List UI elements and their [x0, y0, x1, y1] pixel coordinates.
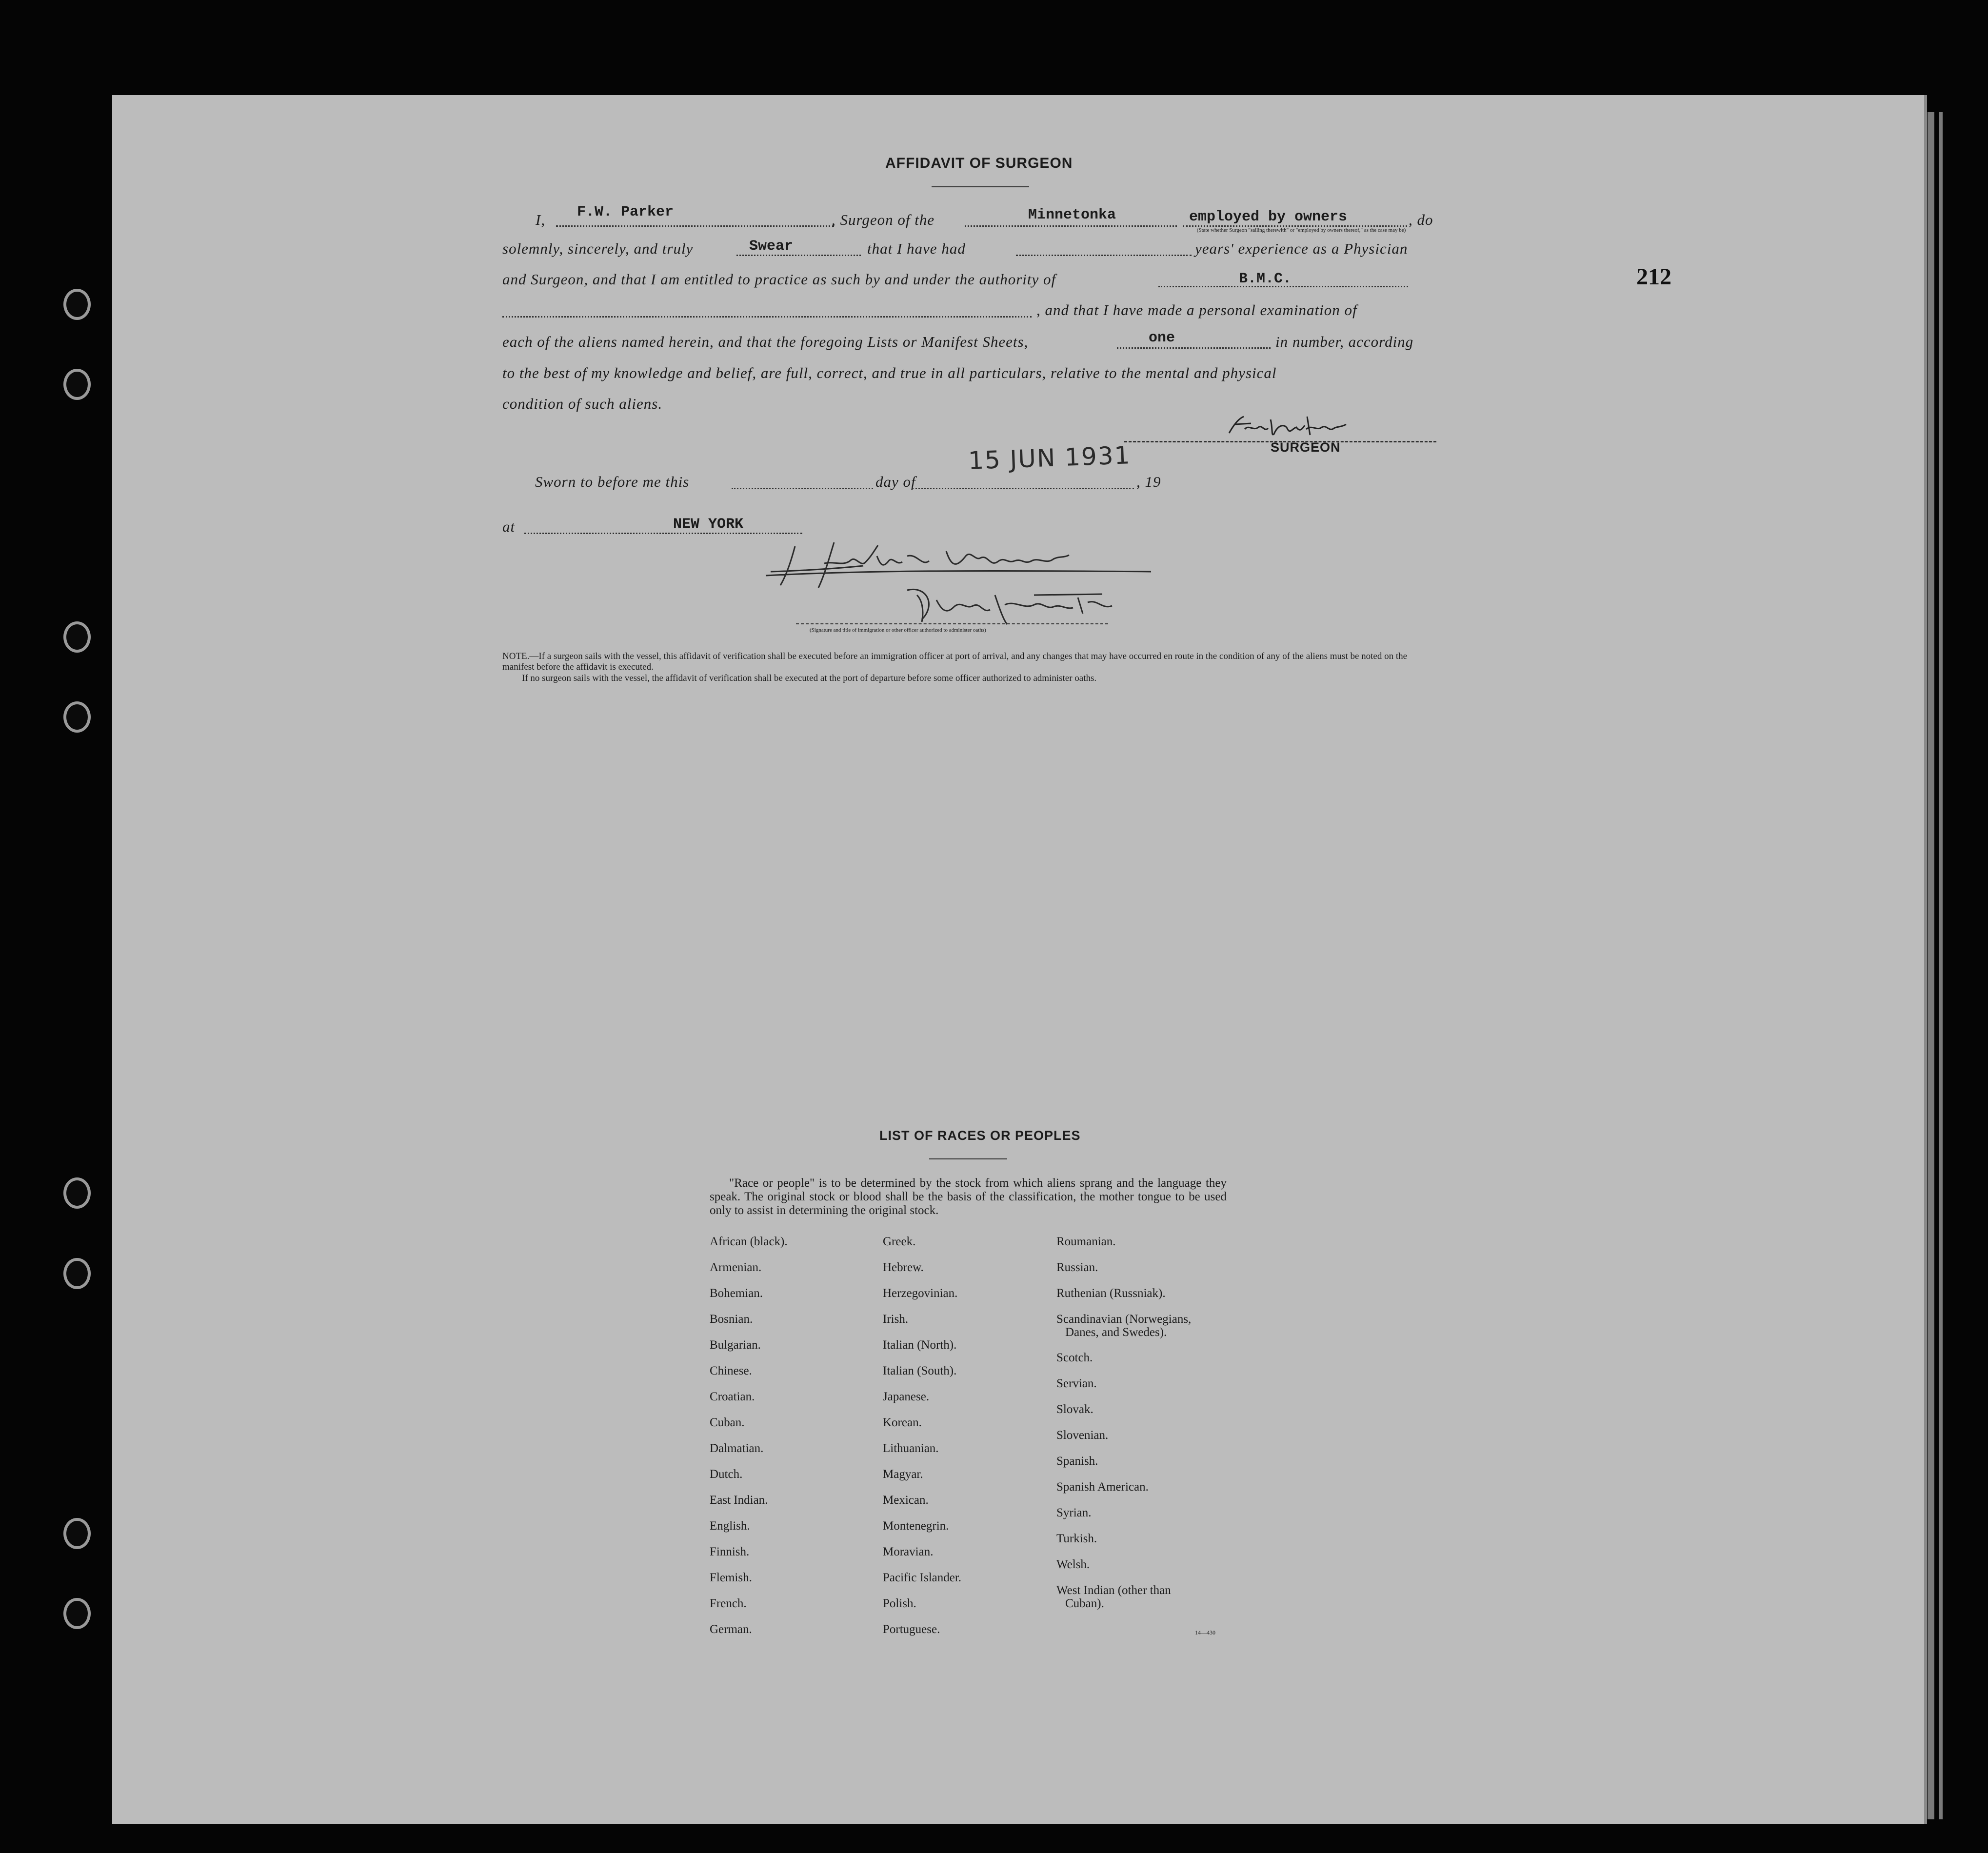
text-sworn: Sworn to before me this: [535, 473, 690, 490]
oath-line: [736, 255, 861, 256]
race-item: Armenian.: [710, 1261, 762, 1274]
page-number: 212: [1636, 264, 1671, 290]
race-item: West Indian (other than: [1056, 1584, 1171, 1597]
inspector-signature: [761, 537, 1175, 629]
authority-line-2: [502, 316, 1032, 318]
employment-value: employed by owners: [1189, 209, 1348, 225]
text-do: , do: [1409, 211, 1433, 228]
race-item: East Indian.: [710, 1494, 768, 1507]
race-item: Finnish.: [710, 1545, 750, 1558]
affidavit-title: AFFIDAVIT OF SURGEON: [885, 155, 1073, 171]
races-title-rule: [929, 1158, 1007, 1159]
race-item: Bohemian.: [710, 1287, 763, 1300]
surgeon-signature: [1224, 410, 1351, 444]
race-item: Bulgarian.: [710, 1338, 761, 1352]
race-item: Servian.: [1056, 1377, 1097, 1390]
date-stamp: 15 JUN 1931: [968, 441, 1132, 475]
race-item: Cuban.: [710, 1416, 745, 1429]
oath-value: Swear: [749, 238, 794, 255]
race-item: Irish.: [883, 1313, 909, 1326]
race-item: Ruthenian (Russniak).: [1056, 1287, 1166, 1300]
officer-signature-line: [796, 623, 1108, 624]
binder-hole: [66, 1180, 88, 1206]
text-and-that: , and that I have made a personal examination of: [1036, 301, 1357, 319]
race-item: French.: [710, 1597, 747, 1610]
text-to-the-best: to the best of my knowledge and belief, are full, correct, and true in all particulars, relative to the mental and physical: [502, 364, 1277, 381]
races-title: LIST OF RACES OR PEOPLES: [879, 1128, 1081, 1143]
authority-value: B.M.C.: [1239, 271, 1292, 287]
race-item: Montenegrin.: [883, 1519, 949, 1533]
race-item: Slovenian.: [1056, 1429, 1109, 1442]
officer-caption: (Signature and title of immigration or other officer authorized to administer oaths): [810, 627, 986, 633]
text-in-number: in number, according: [1275, 333, 1414, 350]
race-item: Lithuanian.: [883, 1442, 939, 1455]
surgeon-name-line: [556, 225, 834, 227]
race-item: Hebrew.: [883, 1261, 924, 1274]
race-item: Magyar.: [883, 1468, 923, 1481]
affidavit-note-1: NOTE.—If a surgeon sails with the vessel, this affidavit of verification shall be executed before an immigration officer at port of arrival, and any changes that may have occurred en route in the condition of any of the aliens must be noted on the manifest before the affidavit is executed.: [502, 651, 1408, 672]
race-item: Herzegovinian.: [883, 1287, 958, 1300]
page-edge: [1939, 112, 1943, 1819]
race-item: Mexican.: [883, 1494, 929, 1507]
text-day-of: day of: [875, 473, 916, 490]
race-item: Italian (South).: [883, 1364, 957, 1377]
race-item: Polish.: [883, 1597, 916, 1610]
document-page: [112, 95, 1927, 1824]
text-years-experience: years' experience as a Physician: [1195, 240, 1408, 257]
text-nineteen: , 19: [1136, 473, 1161, 490]
race-item: Italian (North).: [883, 1338, 957, 1352]
sworn-day-line: [732, 488, 873, 489]
race-item: Scotch.: [1056, 1351, 1093, 1364]
race-item: Moravian.: [883, 1545, 934, 1558]
employment-line: [1183, 225, 1407, 227]
title-rule: [932, 186, 1029, 187]
affidavit-note-2: If no surgeon sails with the vessel, the affidavit of verification shall be executed at the port of departure before some officer authorized to administer oaths.: [522, 673, 1097, 683]
vessel-line: [965, 225, 1177, 227]
sworn-date-line: [912, 488, 1134, 489]
race-item: Russian.: [1056, 1261, 1098, 1274]
binder-hole: [66, 1261, 88, 1286]
race-item: Dutch.: [710, 1468, 743, 1481]
text-at: at: [502, 518, 516, 535]
vessel-value: Minnetonka: [1028, 207, 1116, 223]
form-number: 14—430: [1195, 1629, 1215, 1636]
race-item: Spanish.: [1056, 1455, 1098, 1468]
employment-note: (State whether Surgeon "sailing therewith" or "employed by owners thereof," as the case may be): [1196, 227, 1406, 233]
binder-hole: [66, 1521, 88, 1546]
race-item: Croatian.: [710, 1390, 755, 1403]
surgeon-label: SURGEON: [1271, 440, 1341, 455]
place-line: [524, 533, 802, 534]
race-item: Pacific Islander.: [883, 1571, 962, 1584]
binder-hole: [66, 704, 88, 730]
race-item: Chinese.: [710, 1364, 752, 1377]
race-item: Slovak.: [1056, 1403, 1093, 1416]
race-item: Portuguese.: [883, 1623, 940, 1636]
binder-hole: [66, 372, 88, 397]
place-value: NEW YORK: [673, 516, 744, 533]
race-item: Flemish.: [710, 1571, 752, 1584]
race-item: Scandinavian (Norwegians,: [1056, 1313, 1192, 1326]
race-item: Welsh.: [1056, 1558, 1090, 1571]
race-item: Danes, and Swedes).: [1065, 1326, 1167, 1339]
race-item: Cuban).: [1065, 1597, 1104, 1610]
authority-line: [1158, 286, 1408, 287]
races-intro: "Race or people" is to be determined by the stock from which aliens sprang and the language they speak. The original stock or blood shall be the basis of the classification, the mother tongue to be used only to assist in determining the original stock.: [710, 1176, 1227, 1217]
sheet-count-value: one: [1149, 330, 1175, 346]
race-item: Korean.: [883, 1416, 922, 1429]
page-edge: [1928, 112, 1934, 1819]
text-surgeon-of: , Surgeon of the: [832, 211, 935, 228]
sheet-count-line: [1117, 347, 1271, 349]
text-condition: condition of such aliens.: [502, 395, 663, 412]
race-item: Turkish.: [1056, 1532, 1097, 1545]
text-solemnly: solemnly, sincerely, and truly: [502, 240, 694, 257]
binder-hole: [66, 292, 88, 317]
text-i: I,: [536, 211, 546, 228]
race-item: German.: [710, 1623, 752, 1636]
binder-hole: [66, 624, 88, 650]
race-item: Japanese.: [883, 1390, 930, 1403]
race-item: Spanish American.: [1056, 1480, 1149, 1494]
race-item: Bosnian.: [710, 1313, 753, 1326]
binder-hole: [66, 1601, 88, 1626]
text-each-of: each of the aliens named herein, and that the foregoing Lists or Manifest Sheets,: [502, 333, 1029, 350]
text-that-i-have-had: that I have had: [867, 240, 966, 257]
surgeon-name-value: F.W. Parker: [577, 204, 674, 220]
text-and-surgeon: and Surgeon, and that I am entitled to practice as such by and under the authority of: [502, 271, 1056, 288]
race-item: Syrian.: [1056, 1506, 1092, 1519]
race-item: English.: [710, 1519, 750, 1533]
race-item: Roumanian.: [1056, 1235, 1116, 1248]
years-line: [1016, 255, 1192, 256]
race-item: African (black).: [710, 1235, 788, 1248]
race-item: Greek.: [883, 1235, 916, 1248]
race-item: Dalmatian.: [710, 1442, 764, 1455]
